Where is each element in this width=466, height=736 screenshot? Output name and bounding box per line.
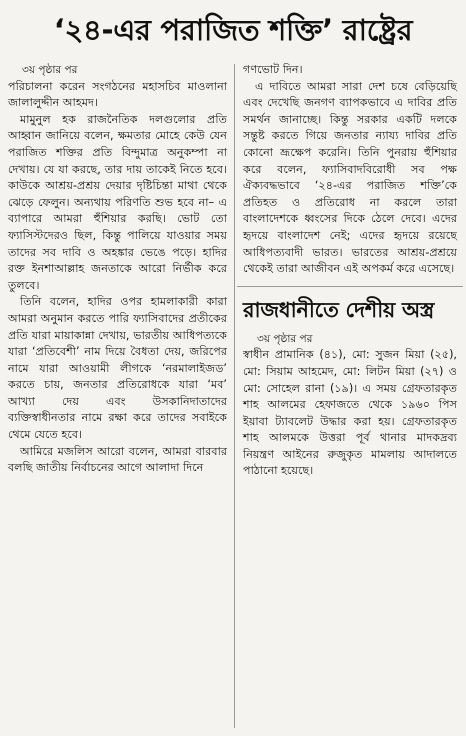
- continuation-source: ৩য় পৃষ্ঠার পর: [22, 64, 78, 76]
- left-column: [8, 62, 227, 477]
- paragraph: স্বাধীন প্রামানিক (৪১), মো: সুজন মিয়া (২৫), মো: সিয়াম আহমেদ, মো: লিটন মিয়া (২৭) ও মো: সোহেল রানা (১৯)। এ সময় গ্রেফতারকৃত শাহ আলমের হেফাজতে থেকে ১৯৬০ পিস ইয়াবা ট্যাবলেট উদ্ধার করা হয়। গ্রেফতারকৃত শাহ আলমকে উত্তরা পূর্ব থানার মাদকদ্রব্য নিয়ন্ত্রণ আইনের রুজুকৃত মামলায় আদালতে পাঠানো হয়েছে।: [243, 348, 457, 478]
- paragraph: মামুনুল হক রাজনৈতিক দলগুলোর প্রতি আহ্বান জানিয়ে বলেন, ক্ষমতার মোহে কেউ যেন পরাজিত শক্তির প্রতি বিন্দুমাত্র অনুকম্পা না দেখায়। যে যা করছে, তার দায় তাকেই নিতে হবে। কাউকে আশ্রয়-প্রশ্রয় দেয়ার দৃষ্টিচিন্তা মাথা থেকে ঝেড়ে ফেলুন। অন্যথায় পরিণতি শুভ হবে না– এ ব্যাপারে আমরা হুঁশিয়ার করছি। ভোট তো ফ্যাসিস্টদেরও ছিল, কিন্তু পালিয়ে যাওয়ার সময় তাদের সব দাবি ও অহঙ্কার ভেঙে পড়ে। হাদির রক্ত ইনশাআল্লাহ জনতাকে আরো নির্ভীক করে তুলবে।: [8, 112, 227, 292]
- continuation-source: ৩য় পৃষ্ঠার পর: [257, 332, 313, 345]
- headline: ‘২৪-এর পরাজিত শক্তি’ রাষ্ট্রের: [53, 13, 413, 47]
- sub-headline: রাজধানীতে দেশীয় অস্ত্র: [243, 297, 435, 322]
- paragraph: তিনি বলেন, হাদির ওপর হামলাকারী কারা আমরা অনুমান করতে পারি ফ্যাসিবাদের প্রতীকের প্রতি যারা মায়াকান্না দেখায়, ভারতীয় আধিপত্যকে যারা ‘প্রতিবেশী’ নাম দিয়ে বৈধতা দেয়, জরিপের নামে যারা আওয়ামী লীগকে ‘নরমালাইজড’ করতে চায়, জনতার প্রতিরোধকে যারা ‘মব’ আখ্যা দেয় এবং উসকানিদাতাদের ব্যক্তিস্বাধীনতার নামে রক্ষা করে তাদের সবাইকে থেমে যেতে হবে।: [8, 295, 227, 442]
- paragraph: পরিচালনা করেন সংগঠনের মহাসচিব মাওলানা জালালুদ্দীন আহমদ।: [8, 79, 227, 110]
- paragraph: এ দাবিতে আমরা সারা দেশ চষে বেড়িয়েছি এবং দেখেছি জনগণ ব্যাপকভাবে এ দাবির প্রতি সমর্থন জানাচ্ছে। কিন্তু সরকার একটি দলকে সন্তুষ্ট করতে গিয়ে জনতার ন্যায্য দাবির প্রতি কোনো ভ্রূক্ষেপ করেনি। তিনি পুনরায় হুঁশিয়ার করে বলেন, ফ্যাসিবাদবিরোধী সব পক্ষ ঐক্যবদ্ধভাবে ‘২৪-এর পরাজিত শক্তি’কে প্রতিহত ও প্রতিরোধ না করলে তারা বাংলাদেশকে ধ্বংসের দিকে ঠেলে দেবে। এদের হৃদয়ে বাংলাদেশ নেই; এদের হৃদয়ে রয়েছে আধিপত্যবাদী ভারত। ভারতের আশ্রয়-প্রশ্রয়ে থেকেই তারা আজীবন এই অপকর্ম করে এসেছে।: [243, 79, 457, 276]
- paragraph: গণভোট দিন।: [243, 63, 303, 76]
- section-divider: [237, 286, 463, 287]
- column-divider: [234, 64, 235, 728]
- right-column: [243, 62, 457, 480]
- paragraph: আমিরে মজলিস আরো বলেন, আমরা বারবার বলছি জাতীয় নির্বাচনের আগে আলাদা দিনে: [8, 444, 227, 475]
